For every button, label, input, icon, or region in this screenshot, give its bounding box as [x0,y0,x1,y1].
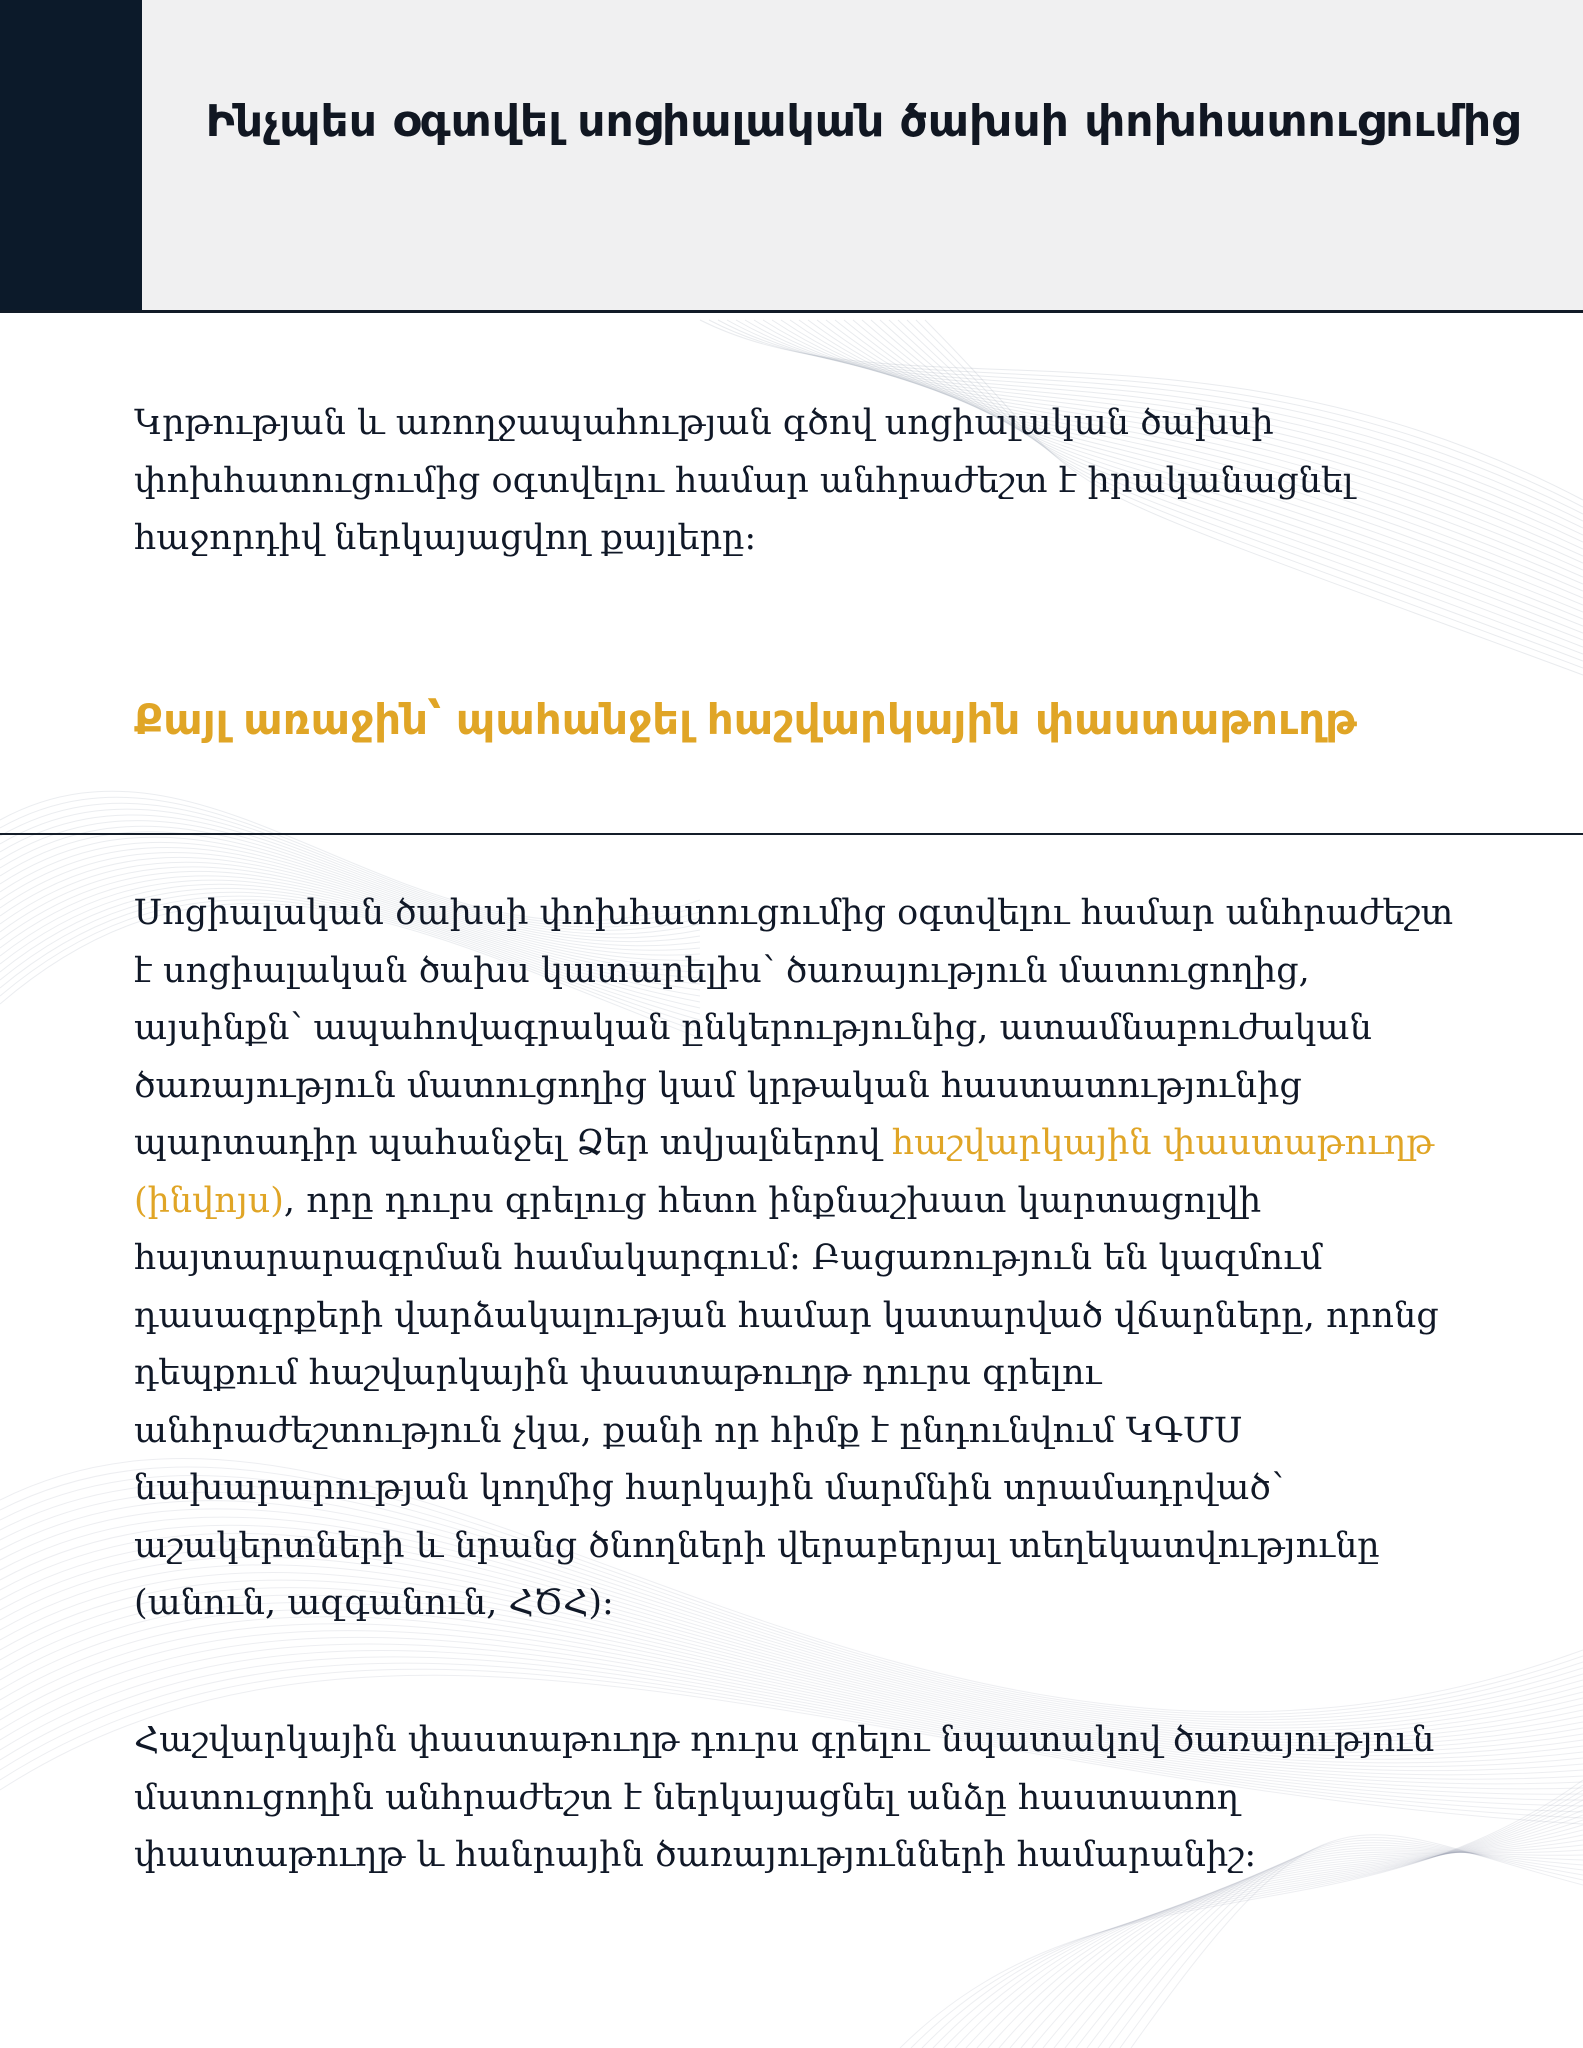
intro-paragraph: Կրթության և առողջապահության գծով սոցիալական ծախսի փոխհատուցումից օգտվելու համար անհրաժեշտ է իրականացնել հաջորդիվ ներկայացվող քայլերը: [134,403,1354,558]
step1-paragraph-1-text [134,885,1464,1633]
step1-heading: Քայլ առաջին՝ պահանջել հաշվարկային փաստաթուղթ [134,695,1357,744]
step1-paragraph-2 [134,1712,1464,1885]
header-divider [0,310,1583,313]
page-title: Ինչպես օգտվել սոցիալական ծախսի փոխհատուցումից [205,96,1520,147]
page-header [0,0,1583,313]
paragraph-text-start: Սոցիալական ծախսի փոխհատուցումից օգտվելու համար անհրաժեշտ է սոցիալական ծախս կատարելիս՝ ծառայություն մատուցողից, այսինքն՝ ապահովագրական ընկերությունից, ատամնաբուժական ծառայություն մատուցողից կամ կրթական հաստատությունից պարտադիր պահանջել Ձեր տվյալներով [134,893,1454,1163]
step1-paragraph-2-text: Հաշվարկային փաստաթուղթ դուրս գրելու նպատակով ծառայություն մատուցողին անհրաժեշտ է ներկայացնել անձը հաստատող փաստաթուղթ և հանրային ծառայությունների համարանիշ: [134,1720,1435,1875]
intro-section [134,395,1464,568]
header-accent-bar [0,0,142,313]
invoice-highlight: հաշվարկային փաստաթուղթ (ինվոյս) [134,1123,1435,1221]
section-divider [0,833,1583,835]
paragraph-text-end: , որը դուրս գրելուց հետո ինքնաշխատ կարտացոլվի հայտարարագրման համակարգում: Բացառություն են կազմում դասագրքերի վարձակալության համար կատարված վճարները, որոնց դեպքում հաշվարկային փաստաթուղթ դուրս գրելու անհրաժեշտություն չկա, քանի որ հիմք է ընդունվում ԿԳՄՍ նախարարության կողմից հարկային մարմնին տրամադրված՝ աշակերտների և նրանց ծնողների վերաբերյալ տեղեկատվությունը (անուն, ազգանուն, ՀԾՀ): [134,1180,1439,1623]
step1-paragraph-1 [134,885,1464,1633]
